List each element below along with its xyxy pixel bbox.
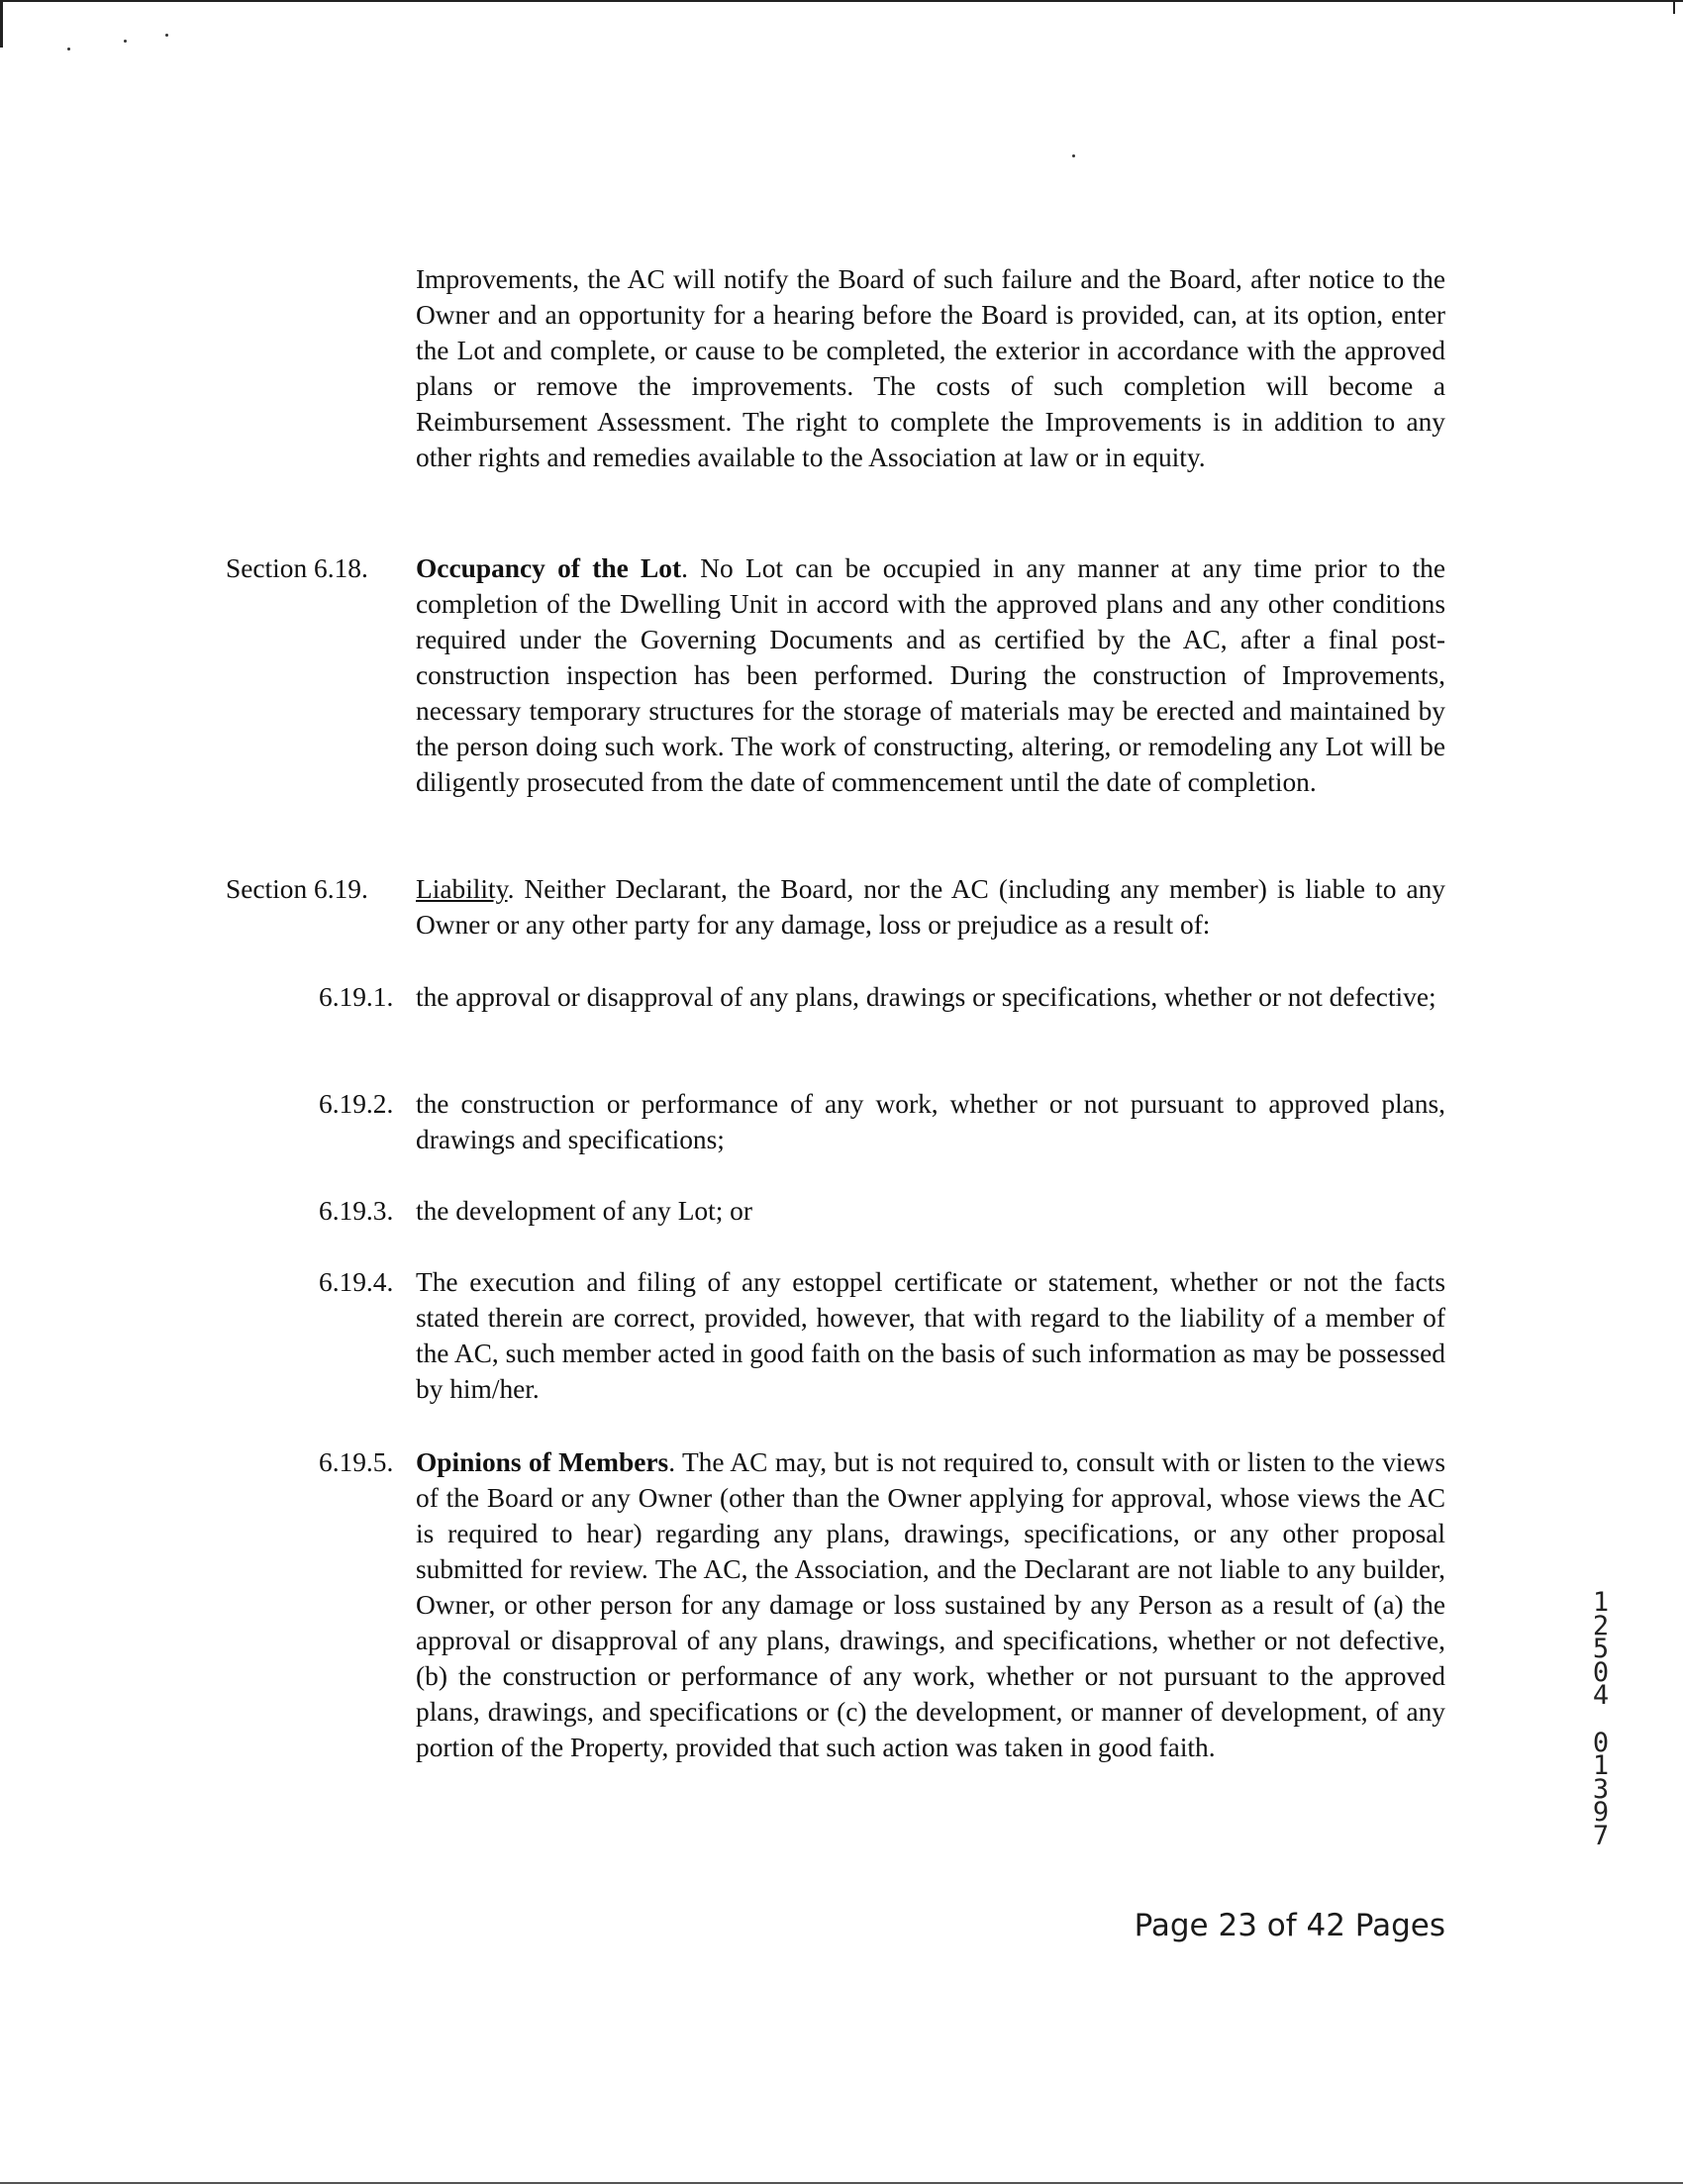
section-6-18-label: Section 6.18. <box>226 553 368 583</box>
section-6-19-heading: Liability <box>416 874 508 904</box>
section-6-18-paragraph <box>416 550 1445 800</box>
subsection-label: 6.19.5. <box>319 1447 394 1477</box>
scan-speck <box>67 48 70 50</box>
subsection-text: The execution and filing of any estoppel certificate or statement, whether or not the facts stated therein are correct, provided, however, that with regard to the liability of a member of the AC, such member acted in good faith on the basis of such information as may be possessed by him/her. <box>416 1267 1445 1404</box>
subsection-label: 6.19.3. <box>319 1196 394 1226</box>
subsection-text: the construction or performance of any work, whether or not pursuant to approved plans, drawings and specifications; <box>416 1089 1445 1154</box>
section-6-19-text: . Neither Declarant, the Board, nor the AC (including any member) is liable to any Owner or any other party for any damage, loss or prejudice as a result of: <box>416 874 1445 940</box>
continuation-paragraph: Improvements, the AC will notify the Board of such failure and the Board, after notice to the Owner and an opportunity for a hearing before the Board is provided, can, at its option, enter the Lot and complete, or cause to be completed, the exterior in accordance with the approved plans or remove the improvements. The costs of such completion will become a Reimbursement Assessment. The right to complete the Improvements is in addition to any other rights and remedies available to the Association at law or in equity. <box>416 264 1445 472</box>
section-6-18-text: . No Lot can be occupied in any manner at any time prior to the completion of the Dwelling Unit in accord with the approved plans and any other conditions required under the Governing Documents and as certified by the AC, after a final post-construction inspection has been performed. During the construction of Improvements, necessary temporary structures for the storage of materials may be erected and maintained by the person doing such work. The work of constructing, altering, or remodeling any Lot will be diligently prosecuted from the date of commencement until the date of completion. <box>416 553 1446 797</box>
scan-border-top <box>0 0 1683 2</box>
section-6-18-heading: Occupancy of the Lot <box>416 553 682 583</box>
scan-speck <box>124 40 127 43</box>
scan-edge-mark <box>1673 0 1675 14</box>
scan-speck <box>165 34 168 37</box>
subsection-label: 6.19.4. <box>319 1267 394 1297</box>
page-number: Page 23 of 42 Pages <box>1134 1908 1445 1943</box>
subsection-text: the development of any Lot; or <box>416 1196 753 1226</box>
subsection-text: the approval or disapproval of any plans, drawings or specifications, whether or not defective; <box>416 982 1436 1012</box>
scan-speck <box>1072 154 1075 157</box>
subsection-text <box>416 1444 1445 1765</box>
section-6-19-paragraph <box>416 871 1445 943</box>
section-6-19-label: Section 6.19. <box>226 874 368 904</box>
subsection-label: 6.19.2. <box>319 1089 394 1119</box>
subsection-heading: Opinions of Members <box>416 1447 669 1477</box>
subsection-label: 6.19.1. <box>319 982 394 1012</box>
recording-number: 1 2 5 0 4 0 1 3 9 7 <box>1592 1587 1610 1851</box>
scan-edge-mark <box>0 0 3 48</box>
subsection-body: . The AC may, but is not required to, consult with or listen to the views of the Board or any Owner (other than the Owner applying for approval, whose views the AC is required to hear) regarding any plans, drawings, specifications, or any other proposal submitted for review. The AC, the Association, and the Declarant are not liable to any builder, Owner, or other person for any damage or loss sustained by any Person as a result of (a) the approval or disapproval of any plans, drawings, and specifications, whether or not defective, (b) the construction or performance of any work, whether or not pursuant to the approved plans, drawings, and specifications or (c) the development, or manner of development, of any portion of the Property, provided that such action was taken in good faith. <box>416 1447 1445 1762</box>
